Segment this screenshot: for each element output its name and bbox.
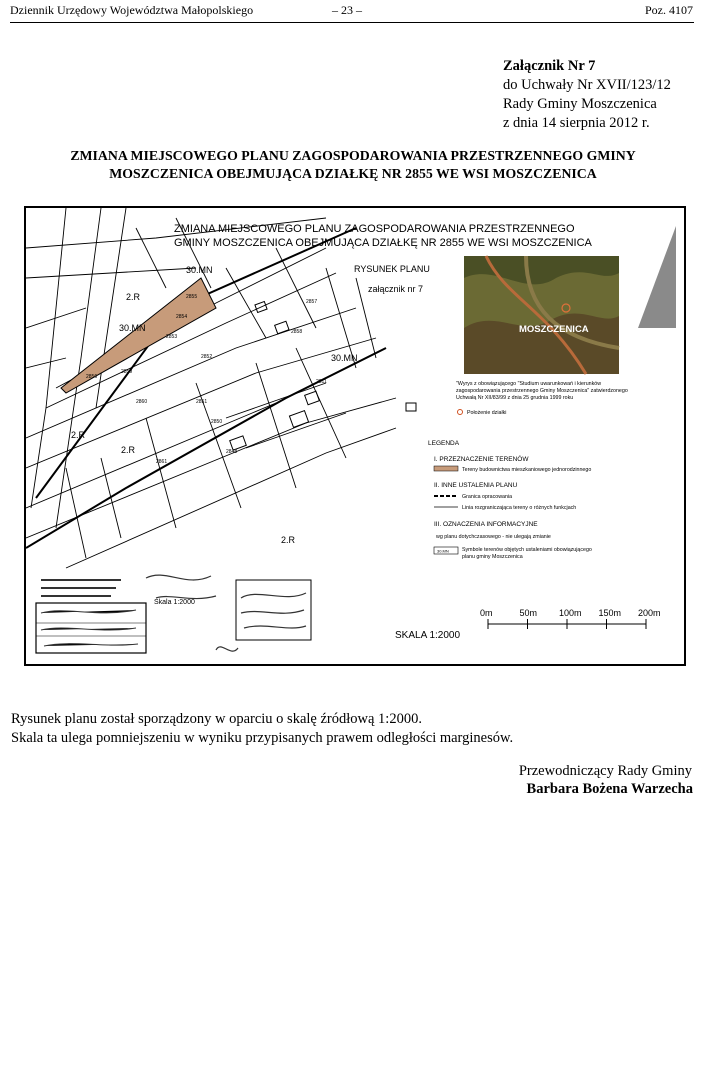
- north-triangle: [638, 226, 676, 328]
- plan-boundary: [26, 228, 386, 548]
- scale-bar: [395, 608, 661, 641]
- scale-tick-label: 200m: [638, 608, 661, 618]
- zone-label-6: 2.R: [121, 445, 136, 455]
- legend-item-2b: Linia rozgraniczająca tereny o różnych funkcjach: [462, 505, 577, 511]
- signature-name: Barbara Bożena Warzecha: [526, 781, 693, 797]
- legend-section-2: II. INNE USTALENIA PLANU: [434, 482, 518, 489]
- parcel-number: 2853: [166, 334, 178, 340]
- map-title-2: GMINY MOSZCZENICA OBEJMUJĄCA DZIAŁKĘ NR 2855 WE WSI MOSZCZENICA: [174, 237, 592, 249]
- zone-label-4: 2.R: [71, 430, 86, 440]
- scale-tick-label: 150m: [598, 608, 622, 618]
- note-line-1: Rysunek planu został sporządzony w oparciu o skalę źródłową 1:2000.: [11, 711, 422, 727]
- annex-label: załącznik nr 7: [368, 284, 424, 294]
- parcel-number: 2858: [291, 329, 303, 335]
- drawing-label: RYSUNEK PLANU: [354, 264, 430, 274]
- title-line-1: ZMIANA MIEJSCOWEGO PLANU ZAGOSPODAROWANIA PRZESTRZENNEGO GMINY: [70, 148, 636, 163]
- scale-tick-label: 50m: [519, 608, 538, 618]
- header-rule: [10, 22, 694, 23]
- legend-item-1: Tereny budownictwa mieszkaniowego jednorodzinnego: [462, 467, 592, 473]
- zone-label-5: 30.MN: [331, 353, 358, 363]
- parcel-number: 2859: [121, 369, 133, 375]
- annex-resolution: do Uchwały Nr XVII/123/12: [503, 77, 671, 93]
- position-number: Poz. 4107: [645, 3, 693, 17]
- inset-place-name: MOSZCZENICA: [519, 324, 589, 335]
- zone-label-3: 30.MN: [119, 323, 146, 333]
- zone-label-1: 30.MN: [186, 265, 213, 275]
- parcel-number: 2860: [136, 399, 148, 405]
- parcel-number: 2850: [211, 419, 223, 425]
- parcel-number: 2811: [316, 379, 327, 385]
- stamp-scale-text: Skala 1:2000: [154, 599, 195, 606]
- parcel-number: 2855: [186, 294, 198, 300]
- legend-section-3: III. OZNACZENIA INFORMACYJNE: [434, 521, 538, 528]
- page-header: [10, 3, 693, 21]
- annex-date: z dnia 14 sierpnia 2012 r.: [503, 115, 650, 131]
- scale-text: SKALA 1:2000: [395, 630, 461, 641]
- journal-name: Dziennik Urzędowy Województwa Małopolskiego: [10, 3, 254, 17]
- document-title: [12, 147, 694, 182]
- plan-drawing: [24, 206, 686, 666]
- scale-tick-label: 0m: [480, 608, 493, 618]
- scale-tick-label: 100m: [559, 608, 582, 618]
- legend-item-3b-1: Symbole terenów objętych ustaleniami obowiązującego: [462, 547, 592, 553]
- annex-number: Załącznik Nr 7: [503, 58, 596, 74]
- inset-caption-3: Uchwałą Nr XII/83/99 z dnia 25 grudnia 1999 roku: [456, 395, 574, 401]
- parcel-number: 2852: [201, 354, 213, 360]
- parcel-number: 2848: [226, 449, 238, 455]
- parcel-number: 2854: [176, 314, 188, 320]
- legend-item-2a: Granica opracowania: [462, 494, 513, 500]
- note-line-2: Skala ta ulega pomniejszeniu w wyniku przypisanych prawem odległości marginesów.: [11, 730, 514, 746]
- signature-role: Przewodniczący Rady Gminy: [518, 763, 692, 779]
- parcel-number: 2851: [196, 399, 208, 405]
- legend-title: LEGENDA: [428, 440, 460, 447]
- annex-council: Rady Gminy Moszczenica: [503, 96, 657, 112]
- parcel-number: 2861: [156, 459, 168, 465]
- zone-label-2: 2.R: [126, 292, 141, 302]
- zone-label-7: 2.R: [281, 535, 296, 545]
- plan-map-svg: [26, 208, 684, 664]
- legend-item-3b-2: planu gminy Moszczenica: [462, 554, 523, 560]
- inset-caption-2: zagospodarowania przestrzennego Gminy Moszczenica" zatwierdzonego: [456, 388, 628, 394]
- legend-item-3b-box: 30.MN: [437, 548, 449, 554]
- parcel-number: 2857: [306, 299, 318, 305]
- study-inset: [456, 256, 628, 416]
- inset-marker-label: Położenie działki: [467, 410, 507, 416]
- page-number: – 23 –: [332, 3, 362, 17]
- legend-section-1: I. PRZEZNACZENIE TERENÓW: [434, 456, 529, 463]
- parcel-number: 2856: [86, 374, 98, 380]
- stamps: [36, 575, 311, 653]
- map-title-1: ZMIANA MIEJSCOWEGO PLANU ZAGOSPODAROWANIA PRZESTRZENNEGO: [174, 223, 575, 235]
- annex-block: [503, 57, 671, 133]
- legend-item-3a: wg planu dotychczasowego - nie ulegają zmianie: [436, 534, 551, 540]
- inset-caption-1: "Wyrys z obowiązującego "Studium uwarunkowań i kierunków: [456, 381, 602, 387]
- title-line-2: MOSZCZENICA OBEJMUJĄCA DZIAŁKĘ NR 2855 WE WSI MOSZCZENICA: [109, 165, 597, 181]
- legend: [428, 440, 592, 560]
